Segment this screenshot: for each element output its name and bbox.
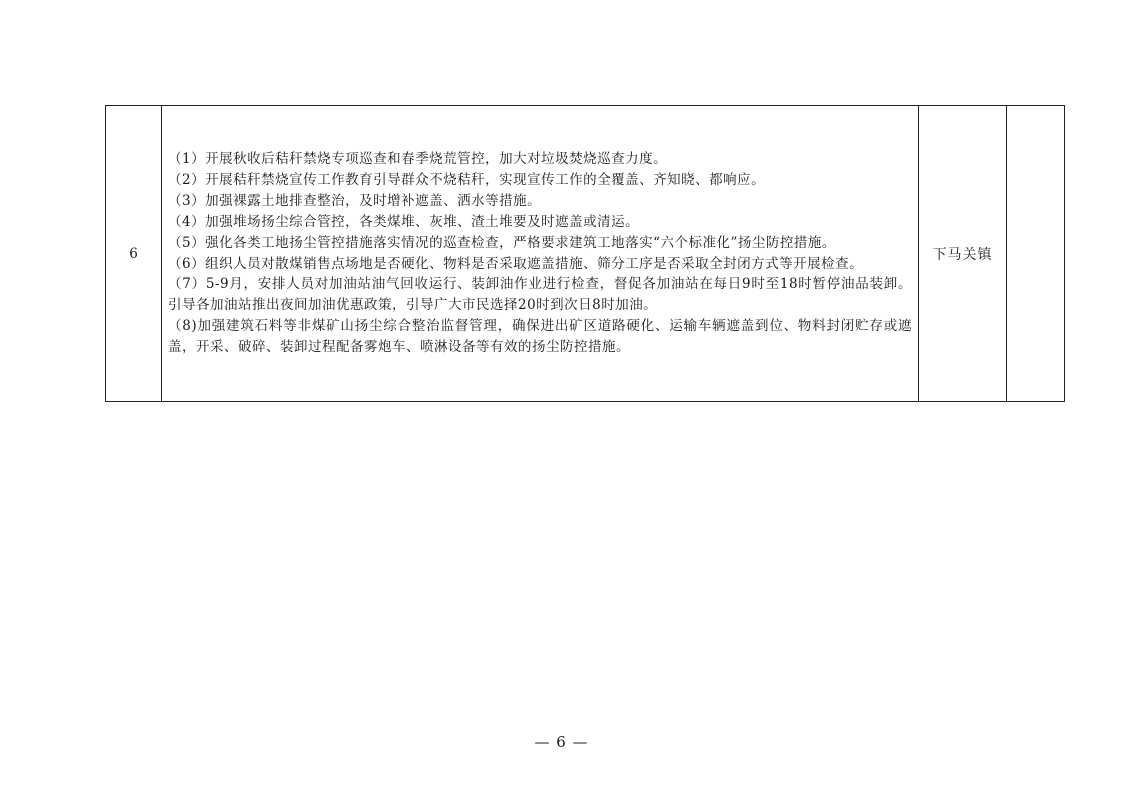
table-row xyxy=(106,106,1065,402)
remarks-cell xyxy=(1007,106,1065,402)
task-table xyxy=(105,105,1065,402)
measure-item: （6）组织人员对散煤销售点场地是否硬化、物料是否采取遮盖措施、筛分工序是否采取全封闭方式等开展检查。 xyxy=(168,255,864,272)
measure-item: （4）加强堆场扬尘综合管控，各类煤堆、灰堆、渣土堆要及时遮盖或清运。 xyxy=(168,213,640,230)
measure-item: （1）开展秋收后秸秆禁烧专项巡查和春季烧荒管控，加大对垃圾焚烧巡查力度。 xyxy=(168,150,668,167)
page-number: — 6 — xyxy=(534,733,589,751)
measure-item: （7）5-9月，安排人员对加油站油气回收运行、装卸油作业进行检查，督促各加油站在每日9时至18时暂停油品装卸。引导各加油站推出夜间加油优惠政策，引导广大市民选择20时到次日8时加油。 xyxy=(168,276,912,314)
measure-list xyxy=(168,149,912,358)
measure-item: （5）强化各类工地扬尘管控措施落实情况的巡查检查，严格要求建筑工地落实“六个标准化”扬尘防控措施。 xyxy=(168,234,836,251)
row-number: 6 xyxy=(106,106,162,402)
responsible-unit: 下马关镇 xyxy=(919,106,1007,402)
measure-item: （8)加强建筑石料等非煤矿山扬尘综合整治监督管理，确保进出矿区道路硬化、运输车辆遮盖到位、物料封闭贮存或遮盖，开采、破碎、装卸过程配备雾炮车、喷淋设备等有效的扬尘防控措施。 xyxy=(168,318,912,356)
measures-cell xyxy=(162,106,919,402)
measure-item: （3）加强裸露土地排查整治，及时增补遮盖、洒水等措施。 xyxy=(168,192,542,209)
measure-item: （2）开展秸秆禁烧宣传工作教育引导群众不烧秸秆，实现宣传工作的全覆盖、齐知晓、都响应。 xyxy=(168,171,766,188)
